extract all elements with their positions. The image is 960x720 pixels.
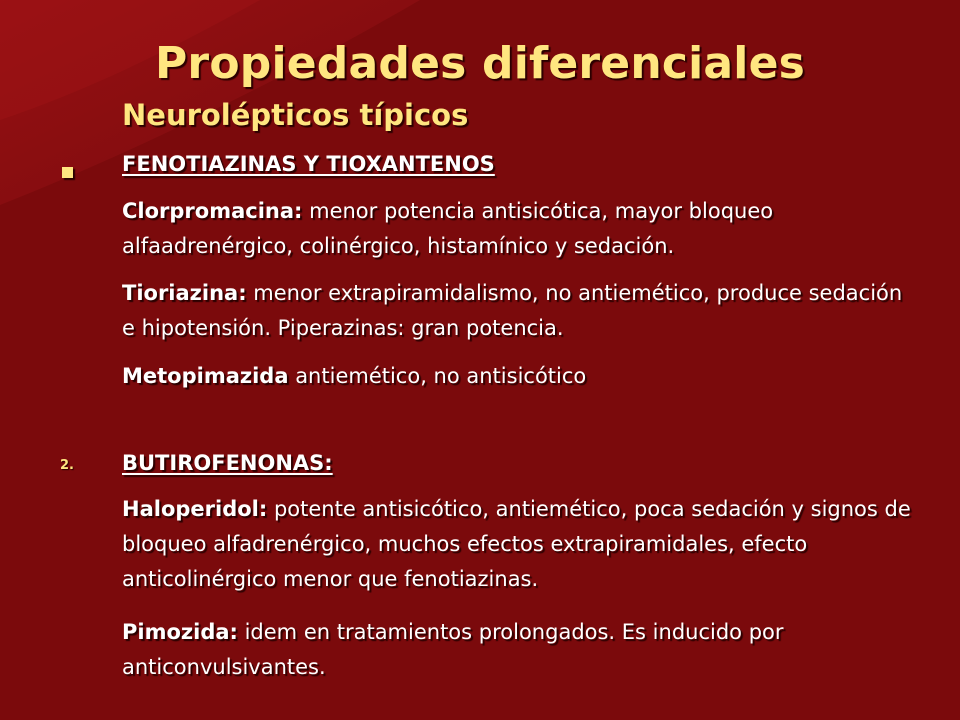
entry-description: menor extrapiramidalismo, no antiemético, produce sedación e hipotensión. Piperazinas: gran potencia. (122, 281, 903, 340)
slide-subtitle: Neurolépticos típicos (122, 98, 469, 132)
entry-clorpromacina (122, 194, 912, 264)
entry-haloperidol (122, 492, 912, 597)
entry-description: menor potencia antisicótica, mayor bloqueo alfaadrenérgico, colinérgico, histamínico y sedación. (122, 199, 774, 258)
section-heading-fenotiazinas: FENOTIAZINAS Y TIOXANTENOS (122, 152, 495, 176)
entry-term: Clorpromacina: (122, 199, 303, 223)
entry-tioriazina (122, 276, 912, 346)
slide-title: Propiedades diferenciales (154, 38, 806, 89)
entry-pimozida (122, 615, 912, 685)
entry-term: Pimozida: (122, 620, 238, 644)
entry-term: Metopimazida (122, 364, 289, 388)
section-heading-butirofenonas: BUTIROFENONAS: (122, 451, 333, 475)
entry-metopimazida (122, 359, 912, 394)
square-bullet-icon (62, 167, 73, 178)
list-number: 2. (60, 458, 74, 473)
entry-term: Tioriazina: (122, 281, 247, 305)
entry-description: potente antisicótico, antiemético, poca sedación y signos de bloqueo alfadrenérgico, muchos efectos extrapiramidales, efecto anticolinérgico menor que fenotiazinas. (122, 497, 911, 591)
entry-description: antiemético, no antisicótico (288, 364, 587, 388)
entry-term: Haloperidol: (122, 497, 268, 521)
entry-description: idem en tratamientos prolongados. Es inducido por anticonvulsivantes. (122, 620, 784, 679)
